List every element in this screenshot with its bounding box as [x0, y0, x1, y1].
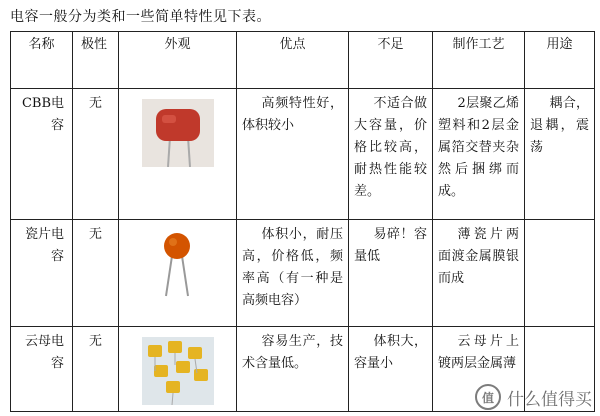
cell-cons: 体积大，容量小: [349, 327, 433, 412]
cell-pros: 体积小，耐压高，价格低，频率高（有一种是高频电容）: [237, 220, 349, 327]
cell-cons: 易碎！容量低: [349, 220, 433, 327]
cell-use: 耦合，退耦，震荡: [525, 89, 595, 220]
cbb-capacitor-photo: [142, 99, 214, 167]
header-appearance: 外观: [119, 32, 237, 89]
header-name: 名称: [11, 32, 73, 89]
header-pros: 优点: [237, 32, 349, 89]
cell-process: 薄瓷片两面渡金属膜银而成: [433, 220, 525, 327]
table-header-row: [11, 32, 595, 89]
cell-appearance: [119, 327, 237, 412]
header-polarity: 极性: [73, 32, 119, 89]
cell-pros: 高频特性好，体积较小: [237, 89, 349, 220]
watermark-logo-icon: 值: [475, 384, 501, 410]
cell-pros: 容易生产，技术含量低。: [237, 327, 349, 412]
cell-name: 瓷片电容: [11, 220, 73, 327]
intro-text: 电容一般分为类和一些简单特性见下表。: [10, 9, 271, 25]
ceramic-capacitor-photo: [142, 230, 214, 298]
cell-polarity: 无: [73, 220, 119, 327]
header-use: 用途: [525, 32, 595, 89]
cell-name: CBB电容: [11, 89, 73, 220]
cell-appearance: [119, 89, 237, 220]
cell-cons: 不适合做大容量，价格比较高，耐热性能较差。: [349, 89, 433, 220]
cell-use: [525, 220, 595, 327]
cell-polarity: 无: [73, 89, 119, 220]
header-process: 制作工艺: [433, 32, 525, 89]
header-cons: 不足: [349, 32, 433, 89]
cell-process: 云母片上镀两层金属薄: [433, 327, 525, 412]
capacitor-table: [10, 31, 595, 412]
cell-process: 2层聚乙烯塑料和2层金属箔交替夹杂然后捆绑而成。: [433, 89, 525, 220]
watermark: [475, 384, 592, 410]
cell-appearance: [119, 220, 237, 327]
table-row: [11, 220, 595, 327]
cell-name: 云母电容: [11, 327, 73, 412]
mica-capacitor-photo: [142, 337, 214, 405]
cell-polarity: 无: [73, 327, 119, 412]
watermark-text: 什么值得买: [507, 389, 592, 410]
table-row: [11, 89, 595, 220]
